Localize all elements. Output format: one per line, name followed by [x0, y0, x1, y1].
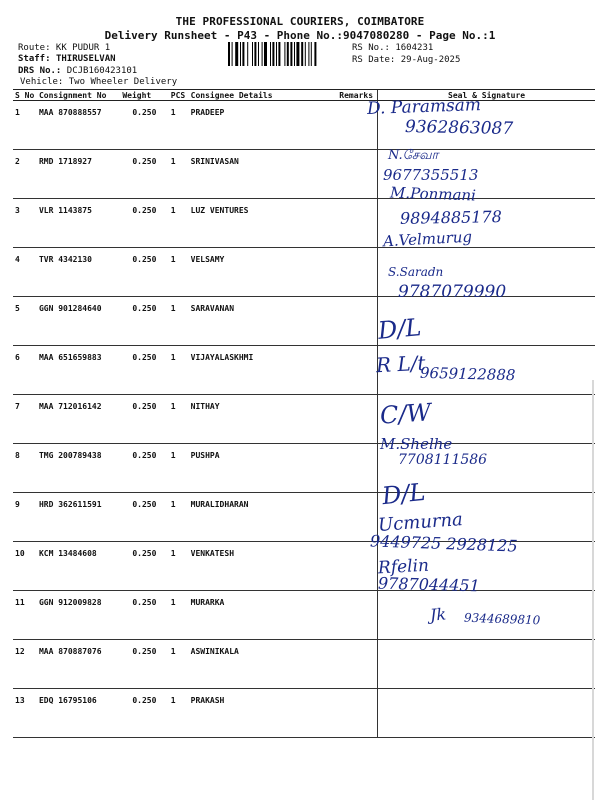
cell-sno: 1 — [13, 101, 37, 150]
company-title: THE PROFESSIONAL COURIERS, COIMBATORE — [175, 15, 425, 28]
handwritten-phone: 9362863087 — [404, 117, 514, 139]
cell-pcs: 1 — [169, 689, 189, 738]
cell-pcs: 1 — [169, 395, 189, 444]
table-row — [13, 199, 595, 248]
table-header-row — [13, 90, 595, 101]
cell-pcs: 1 — [169, 444, 189, 493]
cell-weight: 0.250 — [120, 689, 168, 738]
handwritten-phone: 9677355513 — [383, 166, 479, 184]
cell-consignee: PRAKASH — [189, 689, 338, 738]
cell-pcs: 1 — [169, 248, 189, 297]
cell-weight: 0.250 — [120, 640, 168, 689]
handwritten-signature: S.Saradn — [388, 265, 444, 279]
handwritten-signature: D. Paramsam — [366, 95, 482, 119]
rs-number: RS No.: 1604231 — [352, 43, 434, 53]
handwritten-phone: 7708111586 — [398, 452, 488, 468]
cell-consignment-no: MAA 651659883 — [37, 346, 120, 395]
col-header-signature: Seal & Signature — [378, 90, 595, 101]
vehicle-text: Vehicle: Two Wheeler Delivery — [20, 77, 178, 87]
table-row — [13, 493, 595, 542]
handwritten-phone: 9344689810 — [463, 610, 541, 628]
table-row — [13, 101, 595, 150]
handwritten-phone: 9894885178 — [399, 207, 502, 228]
cell-weight: 0.250 — [120, 297, 168, 346]
cell-sno: 8 — [13, 444, 37, 493]
cell-consignment-no: RMD 1718927 — [37, 150, 120, 199]
handwritten-phone: 9449725 2928125 — [369, 531, 518, 556]
cell-weight: 0.250 — [120, 199, 168, 248]
cell-remarks — [337, 101, 377, 150]
handwritten-signature: Rfelin — [377, 555, 430, 579]
col-header-remarks: Remarks — [337, 90, 377, 101]
handwritten-signature: N.சேவா — [388, 148, 439, 163]
cell-signature — [378, 101, 595, 150]
handwritten-signature: C/W — [379, 398, 433, 430]
handwritten-signature: M.Ponmani — [389, 183, 477, 205]
cell-remarks — [337, 346, 377, 395]
cell-sno: 13 — [13, 689, 37, 738]
cell-sno: 12 — [13, 640, 37, 689]
handwritten-phone: 9659122888 — [419, 363, 516, 385]
col-header-consignment: Consignment No — [37, 90, 120, 101]
cell-weight: 0.250 — [120, 591, 168, 640]
cell-consignee: SARAVANAN — [189, 297, 338, 346]
cell-sno: 5 — [13, 297, 37, 346]
table-row — [13, 150, 595, 199]
col-header-consignee: Consignee Details — [189, 90, 338, 101]
handwritten-phone: 9787044451 — [377, 573, 481, 596]
cell-consignee: ASWINIKALA — [189, 640, 338, 689]
cell-consignment-no: TVR 4342130 — [37, 248, 120, 297]
handwritten-signature: Jk — [429, 604, 447, 625]
cell-pcs: 1 — [169, 346, 189, 395]
cell-consignment-no: GGN 901284640 — [37, 297, 120, 346]
cell-consignee: MURARKA — [189, 591, 338, 640]
col-header-weight: Weight — [120, 90, 168, 101]
cell-sno: 3 — [13, 199, 37, 248]
handwritten-signature: M.Shelhe — [380, 435, 453, 453]
cell-consignment-no: MAA 712016142 — [37, 395, 120, 444]
cell-sno: 9 — [13, 493, 37, 542]
cell-remarks — [337, 493, 377, 542]
cell-signature — [378, 346, 595, 395]
drs-line — [18, 66, 137, 76]
cell-consignment-no: MAA 870887076 — [37, 640, 120, 689]
drs-label: DRS No.: — [18, 66, 62, 76]
cell-signature — [378, 591, 595, 640]
handwritten-signature: R L/t — [375, 350, 427, 378]
handwritten-signature: D/L — [376, 313, 423, 345]
table-row — [13, 591, 595, 640]
cell-signature — [378, 150, 595, 199]
cell-weight: 0.250 — [120, 248, 168, 297]
cell-consignee: PUSHPA — [189, 444, 338, 493]
cell-pcs: 1 — [169, 150, 189, 199]
handwritten-signature: Ucmurna — [377, 509, 464, 536]
cell-pcs: 1 — [169, 640, 189, 689]
handwritten-signature: D/L — [380, 477, 427, 511]
rs-date: RS Date: 29-Aug-2025 — [352, 55, 461, 65]
cell-pcs: 1 — [169, 101, 189, 150]
cell-signature — [378, 297, 595, 346]
cell-consignee: NITHAY — [189, 395, 338, 444]
cell-remarks — [337, 640, 377, 689]
staff-value: THIRUSELVAN — [55, 54, 116, 64]
cell-weight: 0.250 — [120, 542, 168, 591]
table-row — [13, 395, 595, 444]
col-header-pcs: PCS — [169, 90, 189, 101]
cell-remarks — [337, 199, 377, 248]
col-header-sno: S No — [13, 90, 37, 101]
cell-pcs: 1 — [169, 542, 189, 591]
table-row — [13, 297, 595, 346]
runsheet-table — [13, 89, 595, 738]
cell-consignment-no: EDQ 16795106 — [37, 689, 120, 738]
cell-signature — [378, 395, 595, 444]
table-row — [13, 542, 595, 591]
cell-consignment-no: KCM 13484608 — [37, 542, 120, 591]
handwritten-signature: A.Velmurug — [382, 227, 473, 251]
cell-remarks — [337, 297, 377, 346]
cell-sno: 11 — [13, 591, 37, 640]
cell-consignment-no: VLR 1143875 — [37, 199, 120, 248]
cell-consignee: SRINIVASAN — [189, 150, 338, 199]
table-row — [13, 640, 595, 689]
cell-sno: 10 — [13, 542, 37, 591]
table-row — [13, 248, 595, 297]
cell-consignment-no: MAA 870888557 — [37, 101, 120, 150]
barcode-image — [228, 42, 348, 66]
cell-weight: 0.250 — [120, 395, 168, 444]
cell-consignee: VELSAMY — [189, 248, 338, 297]
cell-consignment-no: TMG 200789438 — [37, 444, 120, 493]
cell-remarks — [337, 542, 377, 591]
runsheet-subtitle: Delivery Runsheet - P43 - Phone No.:9047080280 - Page No.:1 — [104, 29, 496, 42]
page-edge-shadow — [592, 380, 594, 800]
cell-consignee: PRADEEP — [189, 101, 338, 150]
cell-signature — [378, 542, 595, 591]
cell-remarks — [337, 248, 377, 297]
cell-consignee: VIJAYALASKHMI — [189, 346, 338, 395]
table-row — [13, 689, 595, 738]
cell-signature — [378, 493, 595, 542]
cell-weight: 0.250 — [120, 346, 168, 395]
cell-pcs: 1 — [169, 493, 189, 542]
cell-pcs: 1 — [169, 199, 189, 248]
cell-consignment-no: GGN 912009828 — [37, 591, 120, 640]
cell-weight: 0.250 — [120, 101, 168, 150]
staff-label: Staff: — [18, 54, 51, 64]
cell-signature — [378, 248, 595, 297]
cell-remarks — [337, 591, 377, 640]
cell-pcs: 1 — [169, 591, 189, 640]
cell-consignee: VENKATESH — [189, 542, 338, 591]
cell-signature — [378, 199, 595, 248]
table-row — [13, 346, 595, 395]
cell-signature — [378, 640, 595, 689]
cell-weight: 0.250 — [120, 150, 168, 199]
cell-remarks — [337, 689, 377, 738]
cell-weight: 0.250 — [120, 444, 168, 493]
cell-sno: 7 — [13, 395, 37, 444]
handwritten-phone: 9787079990 — [398, 282, 507, 302]
cell-signature — [378, 689, 595, 738]
drs-value: DCJB160423101 — [66, 66, 138, 76]
cell-consignment-no: HRD 362611591 — [37, 493, 120, 542]
cell-remarks — [337, 395, 377, 444]
cell-remarks — [337, 444, 377, 493]
cell-pcs: 1 — [169, 297, 189, 346]
cell-sno: 6 — [13, 346, 37, 395]
cell-sno: 4 — [13, 248, 37, 297]
cell-remarks — [337, 150, 377, 199]
cell-consignee: MURALIDHARAN — [189, 493, 338, 542]
route-text: Route: KK PUDUR 1 — [18, 43, 111, 53]
staff-line — [18, 54, 116, 64]
table-row — [13, 444, 595, 493]
cell-signature — [378, 444, 595, 493]
cell-consignee: LUZ VENTURES — [189, 199, 338, 248]
cell-sno: 2 — [13, 150, 37, 199]
cell-weight: 0.250 — [120, 493, 168, 542]
